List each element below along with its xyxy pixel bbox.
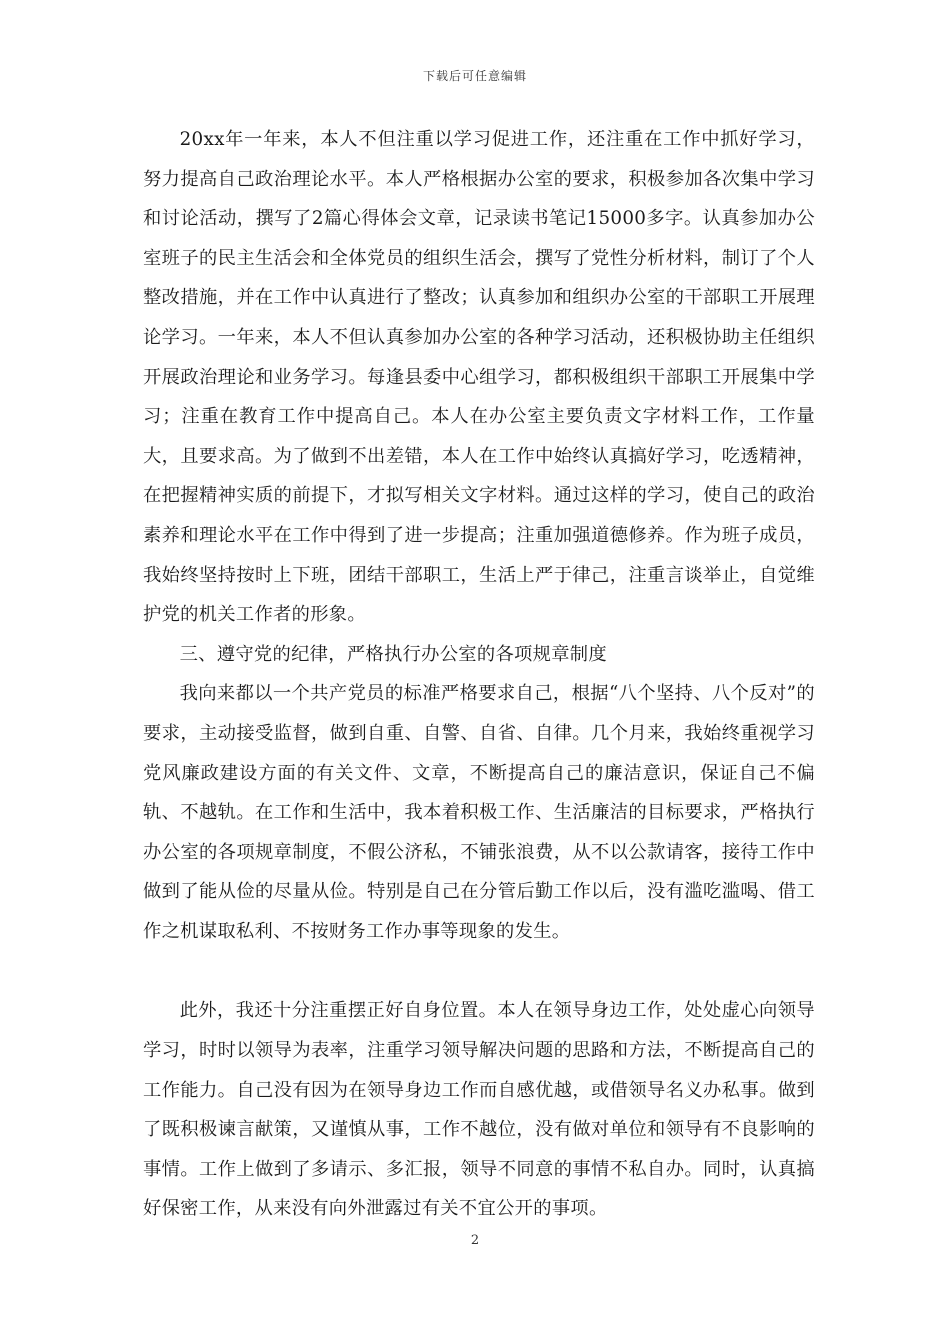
- page-number: 2: [470, 1233, 480, 1248]
- section-heading-discipline: 三、遵守党的纪律，严格执行办公室的各项规章制度: [179, 643, 607, 665]
- paragraph-position: 此外，我还十分注重摆正好自身位置。本人在领导身边工作，处处虚心向领导学习，时时以领导为表率，注重学习领导解决问题的思路和方法，不断提高自己的工作能力。自己没有因为在领导身边工作而自感优越，或借领导名义办私事。做到了既积极谏言献策，又谨慎从事，工作不越位，没有做对单位和领导有不良影响的事情。工作上做到了多请示、多汇报，领导不同意的事情不私自办。同时，认真搞好保密工作，从来没有向外泄露过有关不宜公开的事项。: [143, 1000, 815, 1220]
- header-note: 下载后可任意编辑: [422, 69, 527, 83]
- document-body: [143, 120, 815, 1229]
- paragraph-study: 20xx年一年来，本人不但注重以学习促进工作，还注重在工作中抓好学习，努力提高自己政治理论水平。本人严格根据办公室的要求，积极参加各次集中学习和讨论活动，撰写了2篇心得体会文章，记录读书笔记15000多字。认真参加办公室班子的民主生活会和全体党员的组织生活会，撰写了党性分析材料，制订了个人整改措施，并在工作中认真进行了整改；认真参加和组织办公室的干部职工开展理论学习。一年来，本人不但认真参加办公室的各种学习活动，还积极协助主任组织开展政治理论和业务学习。每逢县委中心组学习，都积极组织干部职工开展集中学习；注重在教育工作中提高自己。本人在办公室主要负责文字材料工作，工作量大，且要求高。为了做到不出差错，本人在工作中始终认真搞好学习，吃透精神，在把握精神实质的前提下，才拟写相关文字材料。通过这样的学习，使自己的政治素养和理论水平在工作中得到了进一步提高；注重加强道德修养。作为班子成员，我始终坚持按时上下班，团结干部职工，生活上严于律己，注重言谈举止，自觉维护党的机关工作者的形象。: [143, 129, 815, 626]
- paragraph-discipline: 我向来都以一个共产党员的标准严格要求自己，根据“八个坚持、八个反对”的要求，主动接受监督，做到自重、自警、自省、自律。几个月来，我始终重视学习党风廉政建设方面的有关文件、文章，不断提高自己的廉洁意识，保证自己不偏轨、不越轨。在工作和生活中，我本着积极工作、生活廉洁的目标要求，严格执行办公室的各项规章制度，不假公济私，不铺张浪费，从不以公款请客，接待工作中做到了能从俭的尽量从俭。特别是自己在分管后勤工作以后，没有滥吃滥喝、借工作之机谋取私利、不按财务工作办事等现象的发生。: [143, 683, 815, 942]
- paragraph-gap: [143, 951, 815, 991]
